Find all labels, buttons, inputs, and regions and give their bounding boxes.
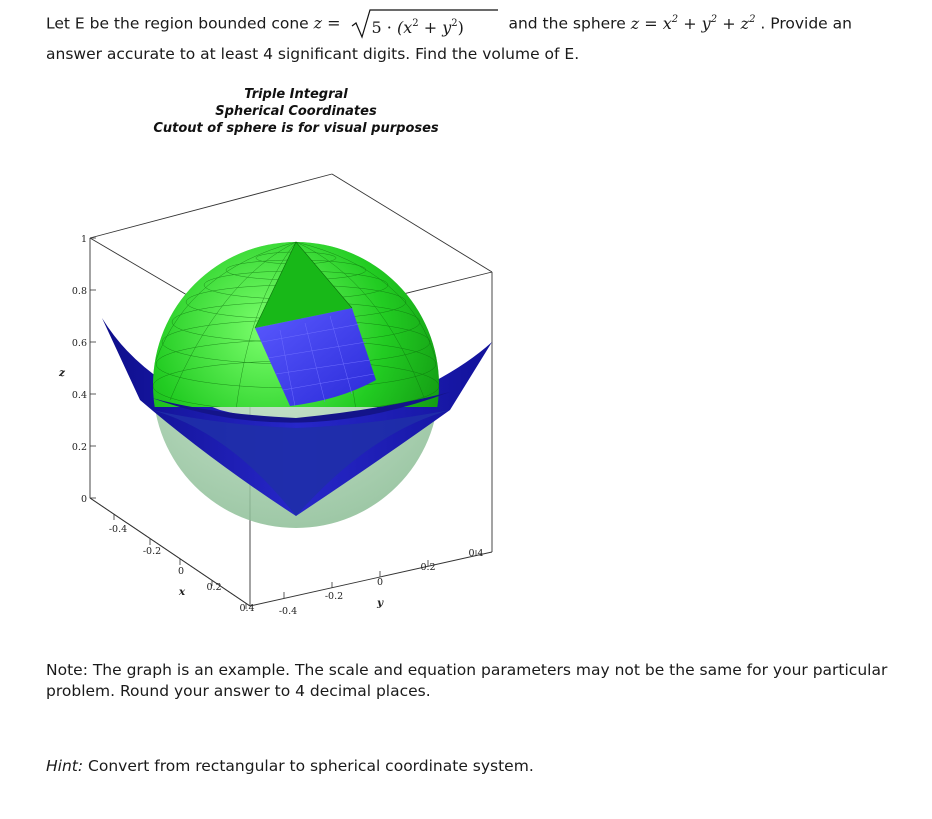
z-tick: 0.6 <box>71 338 87 349</box>
problem-line-1 <box>46 8 852 40</box>
y-tick: -0.2 <box>324 591 344 602</box>
x-tick: -0.4 <box>108 524 128 535</box>
sphere-equation: $z = x^2 + y^2 + z^2$ <box>630 13 756 33</box>
z-tick: 0.8 <box>71 286 87 297</box>
cone-radical <box>350 8 500 40</box>
y-tick: -0.4 <box>278 606 298 617</box>
x-tick: -0.2 <box>142 546 162 557</box>
problem-intro: Let E be the region bounded cone <box>46 14 309 33</box>
hint-label: Hint: <box>46 757 84 775</box>
z-axis-label: z <box>59 367 65 379</box>
figure-title-2: Spherical Coordinates <box>215 104 377 119</box>
figure-title-3: Cutout of sphere is for visual purposes <box>153 121 439 136</box>
x-axis <box>109 514 255 614</box>
triple-integral-figure <box>40 80 520 640</box>
y-tick: 0.2 <box>420 562 436 573</box>
note-paragraph: Note: The graph is an example. The scale and equation parameters may not be the same for your particular problem. Round your answer to 4 decimal places. <box>46 661 888 700</box>
y-tick: 0.4 <box>468 548 484 559</box>
x-tick: 0.4 <box>239 603 255 614</box>
z-tick: 0.4 <box>71 390 87 401</box>
y-axis <box>279 548 484 617</box>
z-tick: 0.2 <box>71 442 87 453</box>
x-tick: 0 <box>177 566 185 577</box>
y-axis-label: y <box>376 597 384 609</box>
provide-text: . Provide an <box>760 14 852 33</box>
y-tick: 0 <box>376 577 384 588</box>
cone-radicand: $5 \cdot (x^2 + y^2)$ <box>371 18 464 37</box>
cone-lhs: z = <box>313 13 341 33</box>
figure-title-1: Triple Integral <box>244 87 348 102</box>
z-tick: 1 <box>80 234 87 245</box>
and-text: and the sphere <box>508 14 626 33</box>
x-axis-label: x <box>178 586 186 598</box>
x-tick: 0.2 <box>206 582 222 593</box>
hint-paragraph <box>46 756 534 777</box>
problem-line-2: answer accurate to at least 4 significant digits. Find the volume of E. <box>46 45 580 63</box>
hint-text: Convert from rectangular to spherical coordinate system. <box>83 757 534 775</box>
z-tick: 0 <box>80 494 87 505</box>
